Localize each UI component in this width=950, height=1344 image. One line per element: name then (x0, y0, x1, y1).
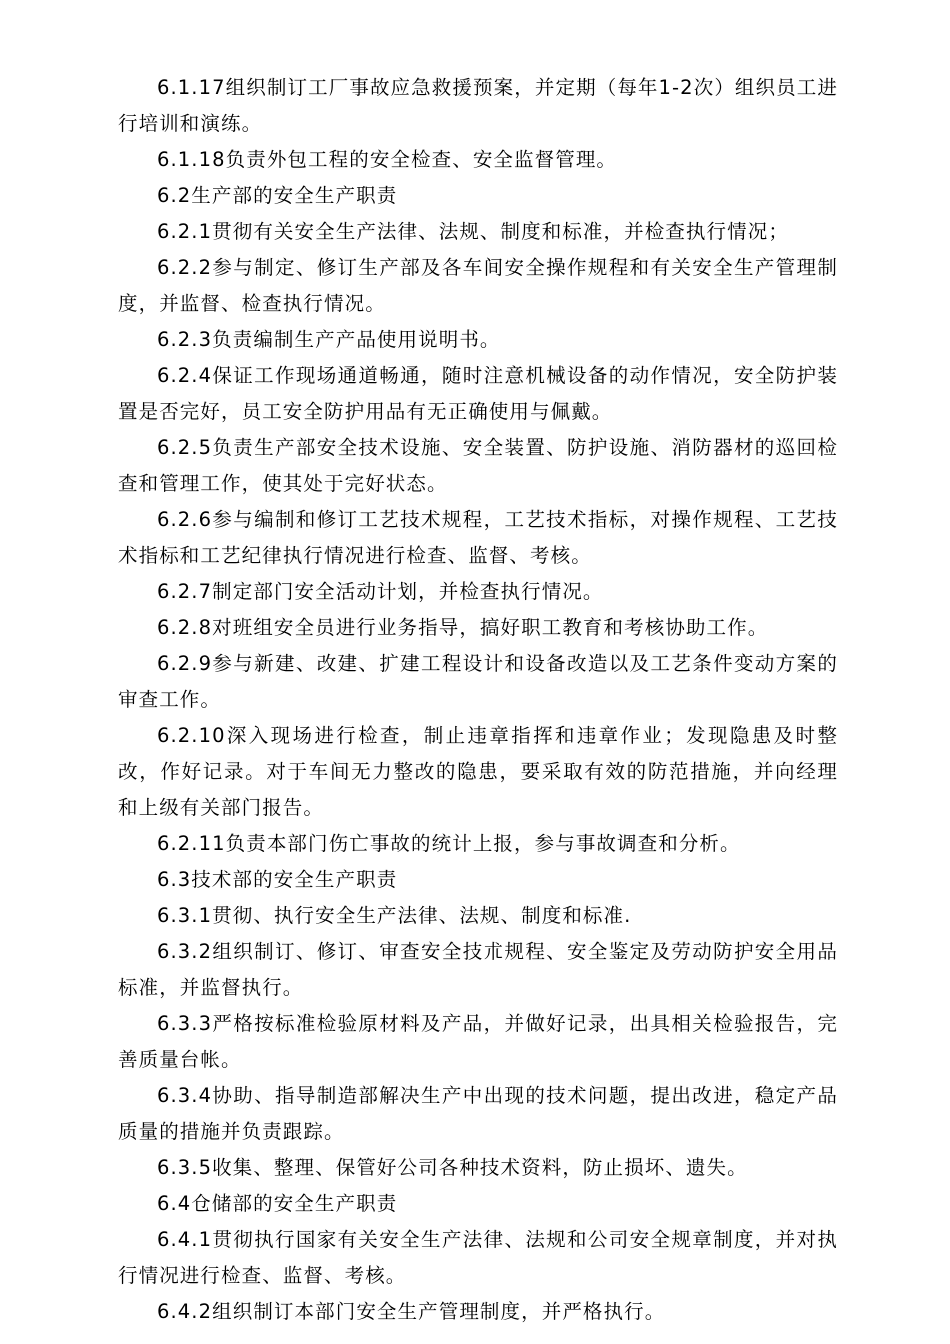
section-heading-6-2: 6.2生产部的安全生产职责 (157, 184, 398, 207)
paragraph-6-3-3: 6.3.3严格按标准检验原材料及产品，并做好记录，出具相关检验报告，完善质量台帐。 (118, 1012, 838, 1071)
paragraph-6-2-6: 6.2.6参与编制和修订工艺技术规程，工艺技术指标，对操作规程、工艺技术指标和工艺纪律执行情况进行检查、监督、考核。 (118, 508, 838, 567)
section-heading-6-3: 6.3技术部的安全生产职责 (157, 868, 398, 891)
paragraph-6-2-10: 6.2.10深入现场进行检查，制止违章指挥和违章作业；发现隐患及时整改，作好记录。对于车间无力整改的隐患，要采取有效的防范措施，并向经理和上级有关部门报告。 (118, 724, 838, 819)
paragraph-6-2-1: 6.2.1贯彻有关安全生产法律、法规、制度和标准，并检查执行情况； (157, 220, 789, 243)
paragraph-6-3-2: 6.3.2组织制订、修订、审查安全技朮规程、安全鉴定及劳动防护安全用品标准，并监督执行。 (118, 940, 838, 999)
paragraph-6-3-4: 6.3.4协助、指导制造部解决生产中出现的技术问题，提出改进，稳定产品质量的措施并负责跟踪。 (118, 1084, 838, 1143)
paragraph-6-2-11: 6.2.11负责本部门伤亡事故的统计上报，参与事故调查和分析。 (157, 832, 741, 855)
paragraph-6-2-8: 6.2.8对班组安全员进行业务指导，搞好职工教育和考核协助工作。 (157, 616, 769, 639)
section-heading-6-4: 6.4仓储部的安全生产职责 (157, 1192, 398, 1215)
paragraph-6-3-5: 6.3.5收集、整理、保管好公司各种技术资料，防止损坏、遗失。 (157, 1156, 748, 1179)
paragraph-6-2-5: 6.2.5负责生产部安全技术设施、安全装置、防护设施、消防器材的巡回检查和管理工作，使其处于完好状态。 (118, 436, 838, 495)
paragraph-6-4-2: 6.4.2组织制订本部门安全生产管理制度，并严格执行。 (157, 1300, 666, 1323)
paragraph-6-2-4: 6.2.4保证工作现场通道畅通，随时注意机械设备的动作情况，安全防护装置是否完好，员工安全防护用品有无正确使用与佩戴。 (118, 364, 838, 423)
paragraph-6-2-9: 6.2.9参与新建、改建、扩建工程设计和设备改造以及工艺条件变动方案的审查工作。 (118, 652, 838, 711)
paragraph-6-3-1: 6.3.1贯彻、执行安全生产法律、法规、制度和标准. (157, 904, 632, 927)
document-body (118, 70, 838, 1330)
paragraph-6-2-3: 6.2.3负责编制生产产品使用说明书。 (157, 328, 501, 351)
paragraph-6-1-17: 6.1.17组织制订工厂事故应急救援预案，并定期（每年1-2次）组织员工进行培训和演练。 (118, 76, 838, 135)
paragraph-6-1-18: 6.1.18负责外包工程的安全检查、安全监督管理。 (157, 148, 618, 171)
paragraph-6-2-7: 6.2.7制定部门安全活动计划，并检查执行情况。 (157, 580, 604, 603)
paragraph-6-2-2: 6.2.2参与制定、修订生产部及各车间安全操作规程和有关安全生产管理制度，并监督、检查执行情况。 (118, 256, 838, 315)
paragraph-6-4-1: 6.4.1贯彻执行国家有关安全生产法律、法规和公司安全规章制度，并对执行情况进行检查、监督、考核。 (118, 1228, 838, 1287)
